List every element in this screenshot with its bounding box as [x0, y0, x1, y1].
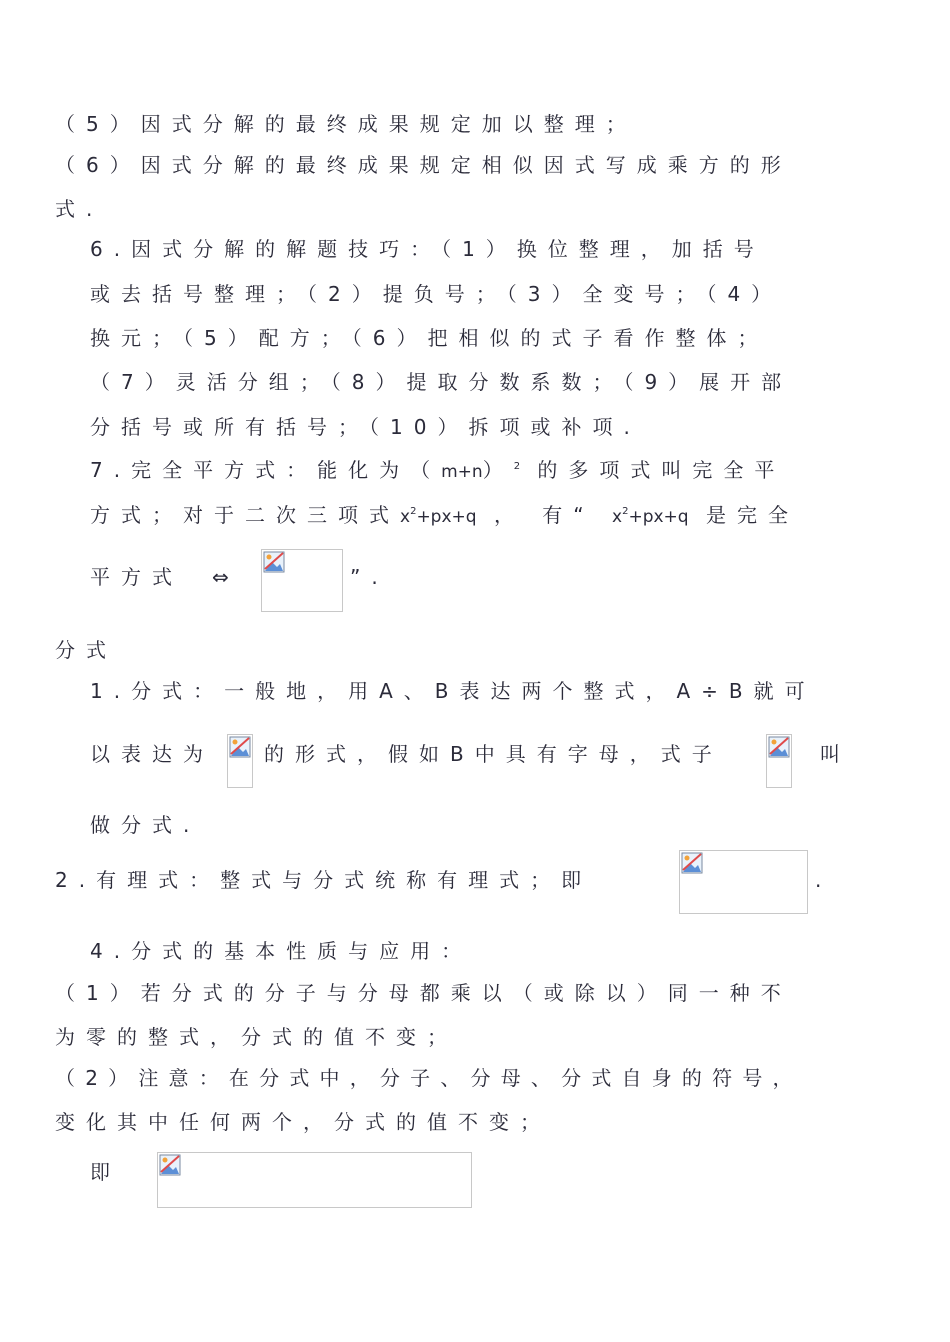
text-line: （1）若分式的分子与分母都乘以（或除以）同一种不: [55, 981, 792, 1005]
formula-image-placeholder: [157, 1152, 472, 1208]
formula-text: +px+q: [416, 507, 477, 527]
text-line: （7）灵活分组；（8）提取分数系数；（9）展开部: [90, 370, 793, 394]
text-run: ）: [482, 458, 514, 482]
equivalence-symbol: ⇔: [212, 565, 229, 589]
text-run: 即: [90, 1160, 121, 1184]
formula-image-placeholder: [679, 850, 808, 914]
exponent: 2: [513, 461, 521, 472]
text-line: 或去括号整理；（2）提负号；（3）全变号；（4）: [90, 282, 783, 306]
broken-image-icon: [159, 1154, 181, 1176]
formula-text: +px+q: [628, 507, 689, 527]
text-run: .: [815, 868, 833, 892]
section-heading: [90, 455, 785, 484]
broken-image-icon: [768, 736, 790, 758]
text-line: 换元；（5）配方；（6）把相似的式子看作整体；: [90, 326, 769, 350]
formula-text: m+n: [441, 462, 483, 482]
formula-text: x: [400, 507, 411, 527]
text-run: 方式；对于二次三项式: [90, 503, 400, 527]
broken-image-icon: [229, 736, 251, 758]
text-line: 做分式.: [90, 813, 201, 837]
broken-image-icon: [263, 551, 285, 573]
broken-image-icon: [681, 852, 703, 874]
text-line: 为零的整式，分式的值不变；: [55, 1025, 458, 1049]
text-line: [90, 500, 799, 529]
formula-image-placeholder: [227, 734, 253, 788]
text-run: 的多项式叫完全平: [537, 458, 786, 482]
text-line: （6）因式分解的最终成果规定相似因式写成乘方的形: [55, 153, 792, 177]
section-title: 分式: [55, 638, 117, 662]
formula-text: x: [612, 507, 623, 527]
text-run: 叫: [820, 742, 851, 766]
exponent: 2: [622, 506, 629, 517]
exponent: 2: [410, 506, 417, 517]
formula-image-placeholder: [261, 549, 343, 612]
text-line: 变化其中任何两个，分式的值不变；: [55, 1110, 551, 1134]
text-run: 以表达为: [90, 742, 214, 766]
text-run: 7.完全平方式：能化为（: [90, 458, 442, 482]
section-heading: 1.分式：一般地，用A、B表达两个整式，A÷B就可: [90, 679, 816, 703]
text-run: 平方式: [90, 565, 183, 589]
section-heading: 6.因式分解的解题技巧：（1）换位整理，加括号: [90, 237, 765, 261]
text-run: ”.: [350, 565, 389, 589]
text-line: （2）注意：在分式中，分子、分母、分式自身的符号，: [55, 1066, 803, 1090]
section-heading: 4.分式的基本性质与应用：: [90, 939, 473, 963]
text-run: ， 有“: [493, 503, 595, 527]
text-run: 的形式，假如B中具有字母，式子: [264, 742, 723, 766]
text-line: （5）因式分解的最终成果规定加以整理；: [55, 112, 637, 136]
text-line: 分括号或所有括号；（10）拆项或补项.: [90, 415, 641, 439]
formula-image-placeholder: [766, 734, 792, 788]
section-heading: 2.有理式：整式与分式统称有理式；即: [55, 868, 593, 892]
text-line: 式.: [55, 197, 104, 221]
text-run: 是完全: [705, 503, 799, 527]
